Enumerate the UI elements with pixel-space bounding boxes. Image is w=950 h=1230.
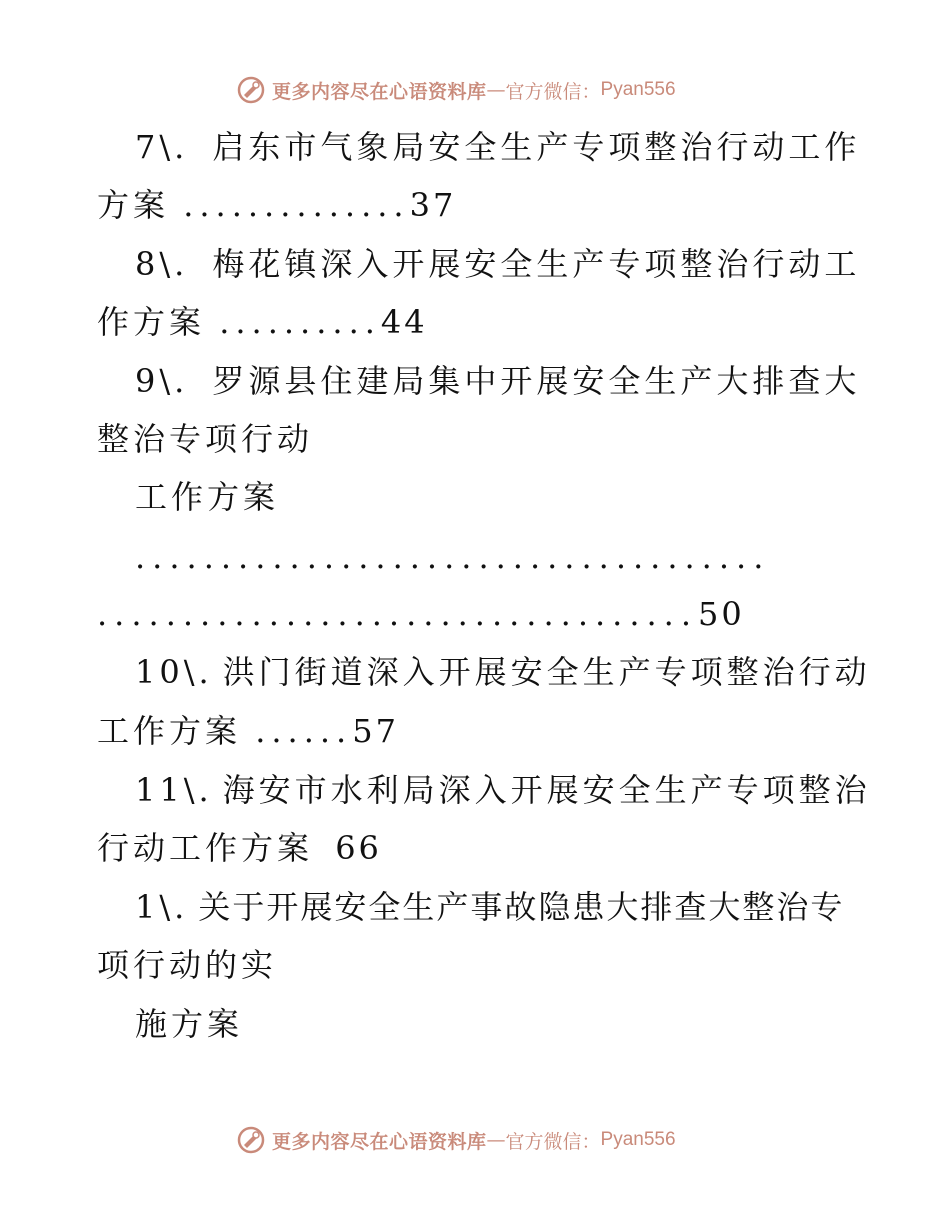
- toc-entry-9-line2: [97, 419, 313, 459]
- toc-entry-11-page: 66: [335, 829, 382, 867]
- toc-entry-7-page: 37: [409, 186, 457, 224]
- toc-entry-9-title-cont: 整治专项行动: [97, 420, 314, 458]
- toc-entry-11-line2: [97, 828, 382, 868]
- watermark-text: 更多内容尽在心语资料库: [272, 80, 487, 103]
- toc-entry-9-number: 9\.: [135, 362, 189, 400]
- toc-entry-11-number: 11\.: [135, 771, 213, 809]
- watermark-dash: —: [486, 79, 506, 101]
- toc-entry-9-title: 罗源县住建局集中开展安全生产大排查大: [212, 362, 861, 400]
- toc-entry-7-leader: ..............: [183, 186, 410, 224]
- toc-entry-10-leader: ......: [255, 712, 353, 750]
- toc-entry-7-title: 启东市气象局安全生产专项整治行动工作: [212, 128, 861, 166]
- header-watermark: [236, 73, 676, 107]
- toc-entry-11-line1: [135, 770, 871, 810]
- watermark-logo-icon: [236, 75, 266, 105]
- toc-entry-9-page: 50: [698, 595, 745, 633]
- toc-entry-1-number: 1\.: [135, 888, 189, 926]
- toc-entry-1-line2: [97, 945, 277, 985]
- toc-entry-8-line1: [135, 244, 860, 284]
- toc-entry-8-title-cont: 作方案: [97, 303, 206, 341]
- toc-entry-9-line5: [97, 594, 745, 634]
- footer-watermark: [236, 1123, 676, 1157]
- toc-entry-8-title: 梅花镇深入开展安全生产专项整治行动工: [212, 245, 861, 283]
- watermark-logo-icon: [236, 1125, 266, 1155]
- toc-entry-9-leader-1: .....................................: [135, 538, 771, 576]
- toc-entry-1-title-cont: 项行动的实: [97, 946, 278, 984]
- toc-entry-1-line1: [135, 887, 844, 927]
- toc-entry-8-line2: [97, 302, 428, 342]
- toc-entry-9-line4: [135, 537, 770, 577]
- toc-entry-7-line2: [97, 185, 456, 225]
- toc-entry-7-title-cont: 方案: [97, 186, 170, 224]
- toc-entry-11-title-cont: 行动工作方案: [97, 829, 314, 867]
- toc-entry-10-number: 10\.: [135, 653, 213, 691]
- watermark-label: 官方微信：: [505, 1130, 601, 1153]
- toc-entry-8-page: 44: [380, 303, 428, 341]
- toc-entry-8-number: 8\.: [135, 245, 189, 283]
- toc-entry-9-line3: [135, 477, 279, 517]
- toc-entry-9-line1: [135, 361, 860, 401]
- toc-entry-10-line1: [135, 652, 871, 692]
- toc-entry-1-line3: [135, 1004, 243, 1044]
- watermark-id: Pyan556: [600, 1129, 676, 1150]
- toc-entry-7-line1: [135, 127, 860, 167]
- toc-entry-7-number: 7\.: [135, 128, 189, 166]
- toc-entry-11-title: 海安市水利局深入开展安全生产专项整治: [222, 771, 871, 809]
- toc-entry-9-leader-2: ...................................: [97, 595, 699, 633]
- toc-entry-9-title-cont2: 工作方案: [135, 478, 280, 516]
- toc-entry-1-title: 关于开展安全生产事故隐患大排查大整治专: [198, 888, 845, 926]
- watermark-dash: —: [486, 1129, 506, 1151]
- watermark-label: 官方微信：: [505, 80, 601, 103]
- toc-entry-10-line2: [97, 711, 399, 751]
- toc-entry-10-title-cont: 工作方案: [97, 712, 242, 750]
- toc-entry-10-title: 洪门街道深入开展安全生产专项整治行动: [222, 653, 871, 691]
- toc-entry-8-leader: ..........: [219, 303, 381, 341]
- toc-entry-10-page: 57: [352, 712, 399, 750]
- watermark-id: Pyan556: [600, 79, 676, 100]
- watermark-text: 更多内容尽在心语资料库: [272, 1130, 487, 1153]
- toc-entry-1-title-cont2: 施方案: [135, 1005, 244, 1043]
